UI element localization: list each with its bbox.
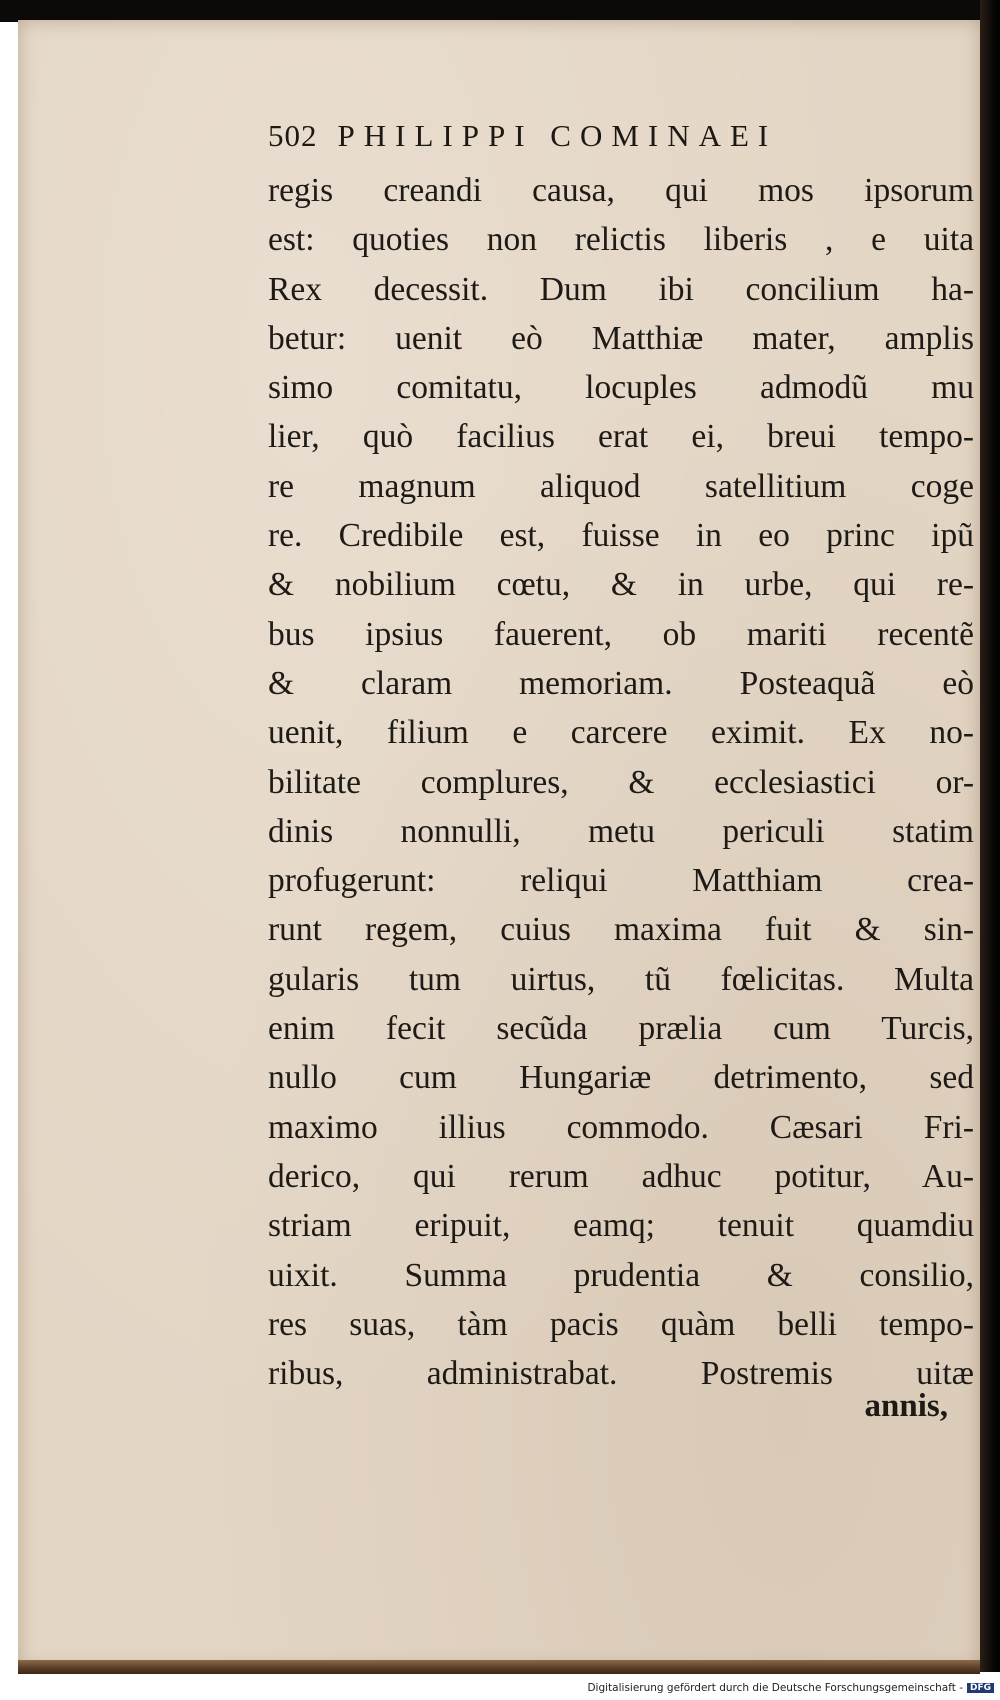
- text-line: lier, quò facilius erat ei, breui tempo-: [268, 418, 974, 456]
- text-line: striam eripuit, eamq; tenuit quamdiu: [268, 1207, 974, 1245]
- text-line: bilitate complures, & ecclesiastici or-: [268, 763, 974, 801]
- text-line: simo comitatu, locuples admodũ mu: [268, 369, 974, 407]
- credit-text: Digitalisierung gefördert durch die Deutsche Forschungsgemeinschaft -: [587, 1682, 963, 1694]
- text-line: regis creandi causa, qui mos ipsorum: [268, 172, 974, 209]
- text-line: ribus, administrabat. Postremis uitæ: [268, 1355, 974, 1393]
- running-head: [268, 118, 777, 154]
- scan-background-right: [980, 0, 1000, 1672]
- running-title: PHILIPPI COMINAEI: [337, 118, 778, 153]
- text-line: runt regem, cuius maxima fuit & sin-: [268, 911, 974, 949]
- text-line: enim fecit secũda prælia cum Turcis,: [268, 1010, 974, 1048]
- dfg-logo: DFG: [967, 1683, 994, 1693]
- text-line: & nobilium cœtu, & in urbe, qui re-: [268, 566, 974, 604]
- text-line: uenit, filium e carcere eximit. Ex no-: [268, 714, 974, 752]
- text-line: re. Credibile est, fuisse in eo princ ipũ: [268, 517, 974, 555]
- text-line: re magnum aliquod satellitium coge: [268, 467, 974, 505]
- text-line: res suas, tàm pacis quàm belli tempo-: [268, 1305, 974, 1343]
- text-line: est: quoties non relictis liberis , e uita: [268, 221, 974, 259]
- text-line: dinis nonnulli, metu periculi statim: [268, 812, 974, 850]
- page-number: 502: [268, 118, 318, 153]
- text-line: profugerunt: reliqui Matthiam crea-: [268, 862, 974, 900]
- text-line: nullo cum Hungariæ detrimento, sed: [268, 1059, 974, 1097]
- scan-background-top: [0, 0, 1000, 22]
- catchword: annis,: [864, 1388, 948, 1424]
- text-line: Rex decessit. Dum ibi concilium ha-: [268, 270, 974, 308]
- text-line: bus ipsius fauerent, ob mariti recentẽ: [268, 615, 974, 653]
- digitization-credit: [587, 1682, 994, 1694]
- text-line: uixit. Summa prudentia & consilio,: [268, 1256, 974, 1294]
- text-line: derico, qui rerum adhuc potitur, Au-: [268, 1157, 974, 1195]
- text-line: betur: uenit eò Matthiæ mater, amplis: [268, 319, 974, 357]
- text-line: maximo illius commodo. Cæsari Fri-: [268, 1108, 974, 1146]
- text-line: gularis tum uirtus, tũ fœlicitas. Multa: [268, 960, 974, 998]
- page-bottom-edge: [18, 1660, 980, 1674]
- text-line: & claram memoriam. Posteaquã eò: [268, 664, 974, 702]
- body-text: [268, 166, 974, 1398]
